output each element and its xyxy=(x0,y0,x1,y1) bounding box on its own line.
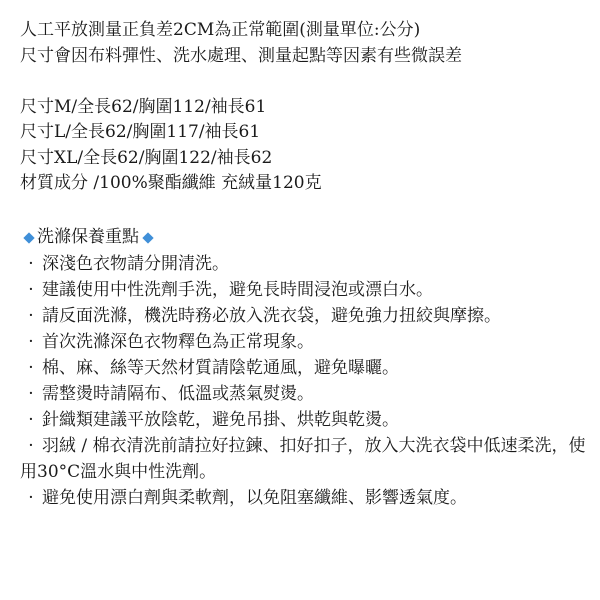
care-item-text: 羽絨 / 棉衣清洗前請拉好拉鍊、扣好扣子，放入大洗衣袋中低速柔洗，使用30°C溫水與中性洗劑。 xyxy=(20,435,586,482)
care-list xyxy=(20,251,590,511)
size-spec-line: 尺寸L/全長62/胸圍117/袖長61 xyxy=(20,122,261,142)
care-item-text: 棉、麻、絲等天然材質請陰乾通風，避免曝曬。 xyxy=(42,357,399,378)
bullet-dot-icon: · xyxy=(28,383,34,404)
care-item-text: 針織類建議平放陰乾，避免吊掛、烘乾與乾燙。 xyxy=(42,409,399,430)
measurement-note: 尺寸會因布料彈性、洗水處理、測量起點等因素有些微誤差 xyxy=(20,45,462,66)
material-line: 材質成分 /100%聚酯纖維 充絨量120克 xyxy=(20,173,322,193)
care-item xyxy=(20,381,590,407)
bullet-dot-icon: · xyxy=(28,409,34,430)
bullet-dot-icon: · xyxy=(28,253,34,274)
care-item xyxy=(20,303,590,329)
care-item xyxy=(20,277,590,303)
bullet-dot-icon: · xyxy=(28,435,34,456)
care-item xyxy=(20,355,590,381)
bullet-dot-icon: · xyxy=(28,357,34,378)
care-item-text: 避免使用漂白劑與柔軟劑，以免阻塞纖維、影響透氣度。 xyxy=(42,487,467,508)
care-item xyxy=(20,485,590,511)
care-heading-text: 洗滌保養重點 xyxy=(37,227,139,247)
spacer xyxy=(20,197,590,223)
care-heading xyxy=(20,225,590,251)
care-item xyxy=(20,407,590,433)
bullet-dot-icon: · xyxy=(28,305,34,326)
care-item-text: 首次洗滌深色衣物釋色為正常現象。 xyxy=(42,331,314,352)
care-item-text: 請反面洗滌，機洗時務必放入洗衣袋，避免強力扭絞與摩擦。 xyxy=(42,305,501,326)
care-item xyxy=(20,329,590,355)
care-item-text: 建議使用中性洗劑手洗，避免長時間浸泡或漂白水。 xyxy=(42,279,433,300)
bullet-dot-icon: · xyxy=(28,331,34,352)
care-item xyxy=(20,433,590,485)
size-spec-line: 尺寸M/全長62/胸圍112/袖長61 xyxy=(20,96,267,117)
care-item-text: 需整燙時請隔布、低溫或蒸氣熨燙。 xyxy=(42,383,314,404)
care-item xyxy=(20,251,590,277)
care-item-text: 深淺色衣物請分開清洗。 xyxy=(42,253,229,274)
measurement-note: 人工平放測量正負差2CM為正常範圍(測量單位:公分) xyxy=(20,20,421,40)
size-spec-line: 尺寸XL/全長62/胸圍122/袖長62 xyxy=(20,147,273,168)
spacer xyxy=(20,69,590,95)
blue-diamond-icon xyxy=(23,232,34,243)
blue-diamond-icon xyxy=(142,232,153,243)
bullet-dot-icon: · xyxy=(28,487,34,508)
bullet-dot-icon: · xyxy=(28,279,34,300)
product-description xyxy=(20,18,590,511)
